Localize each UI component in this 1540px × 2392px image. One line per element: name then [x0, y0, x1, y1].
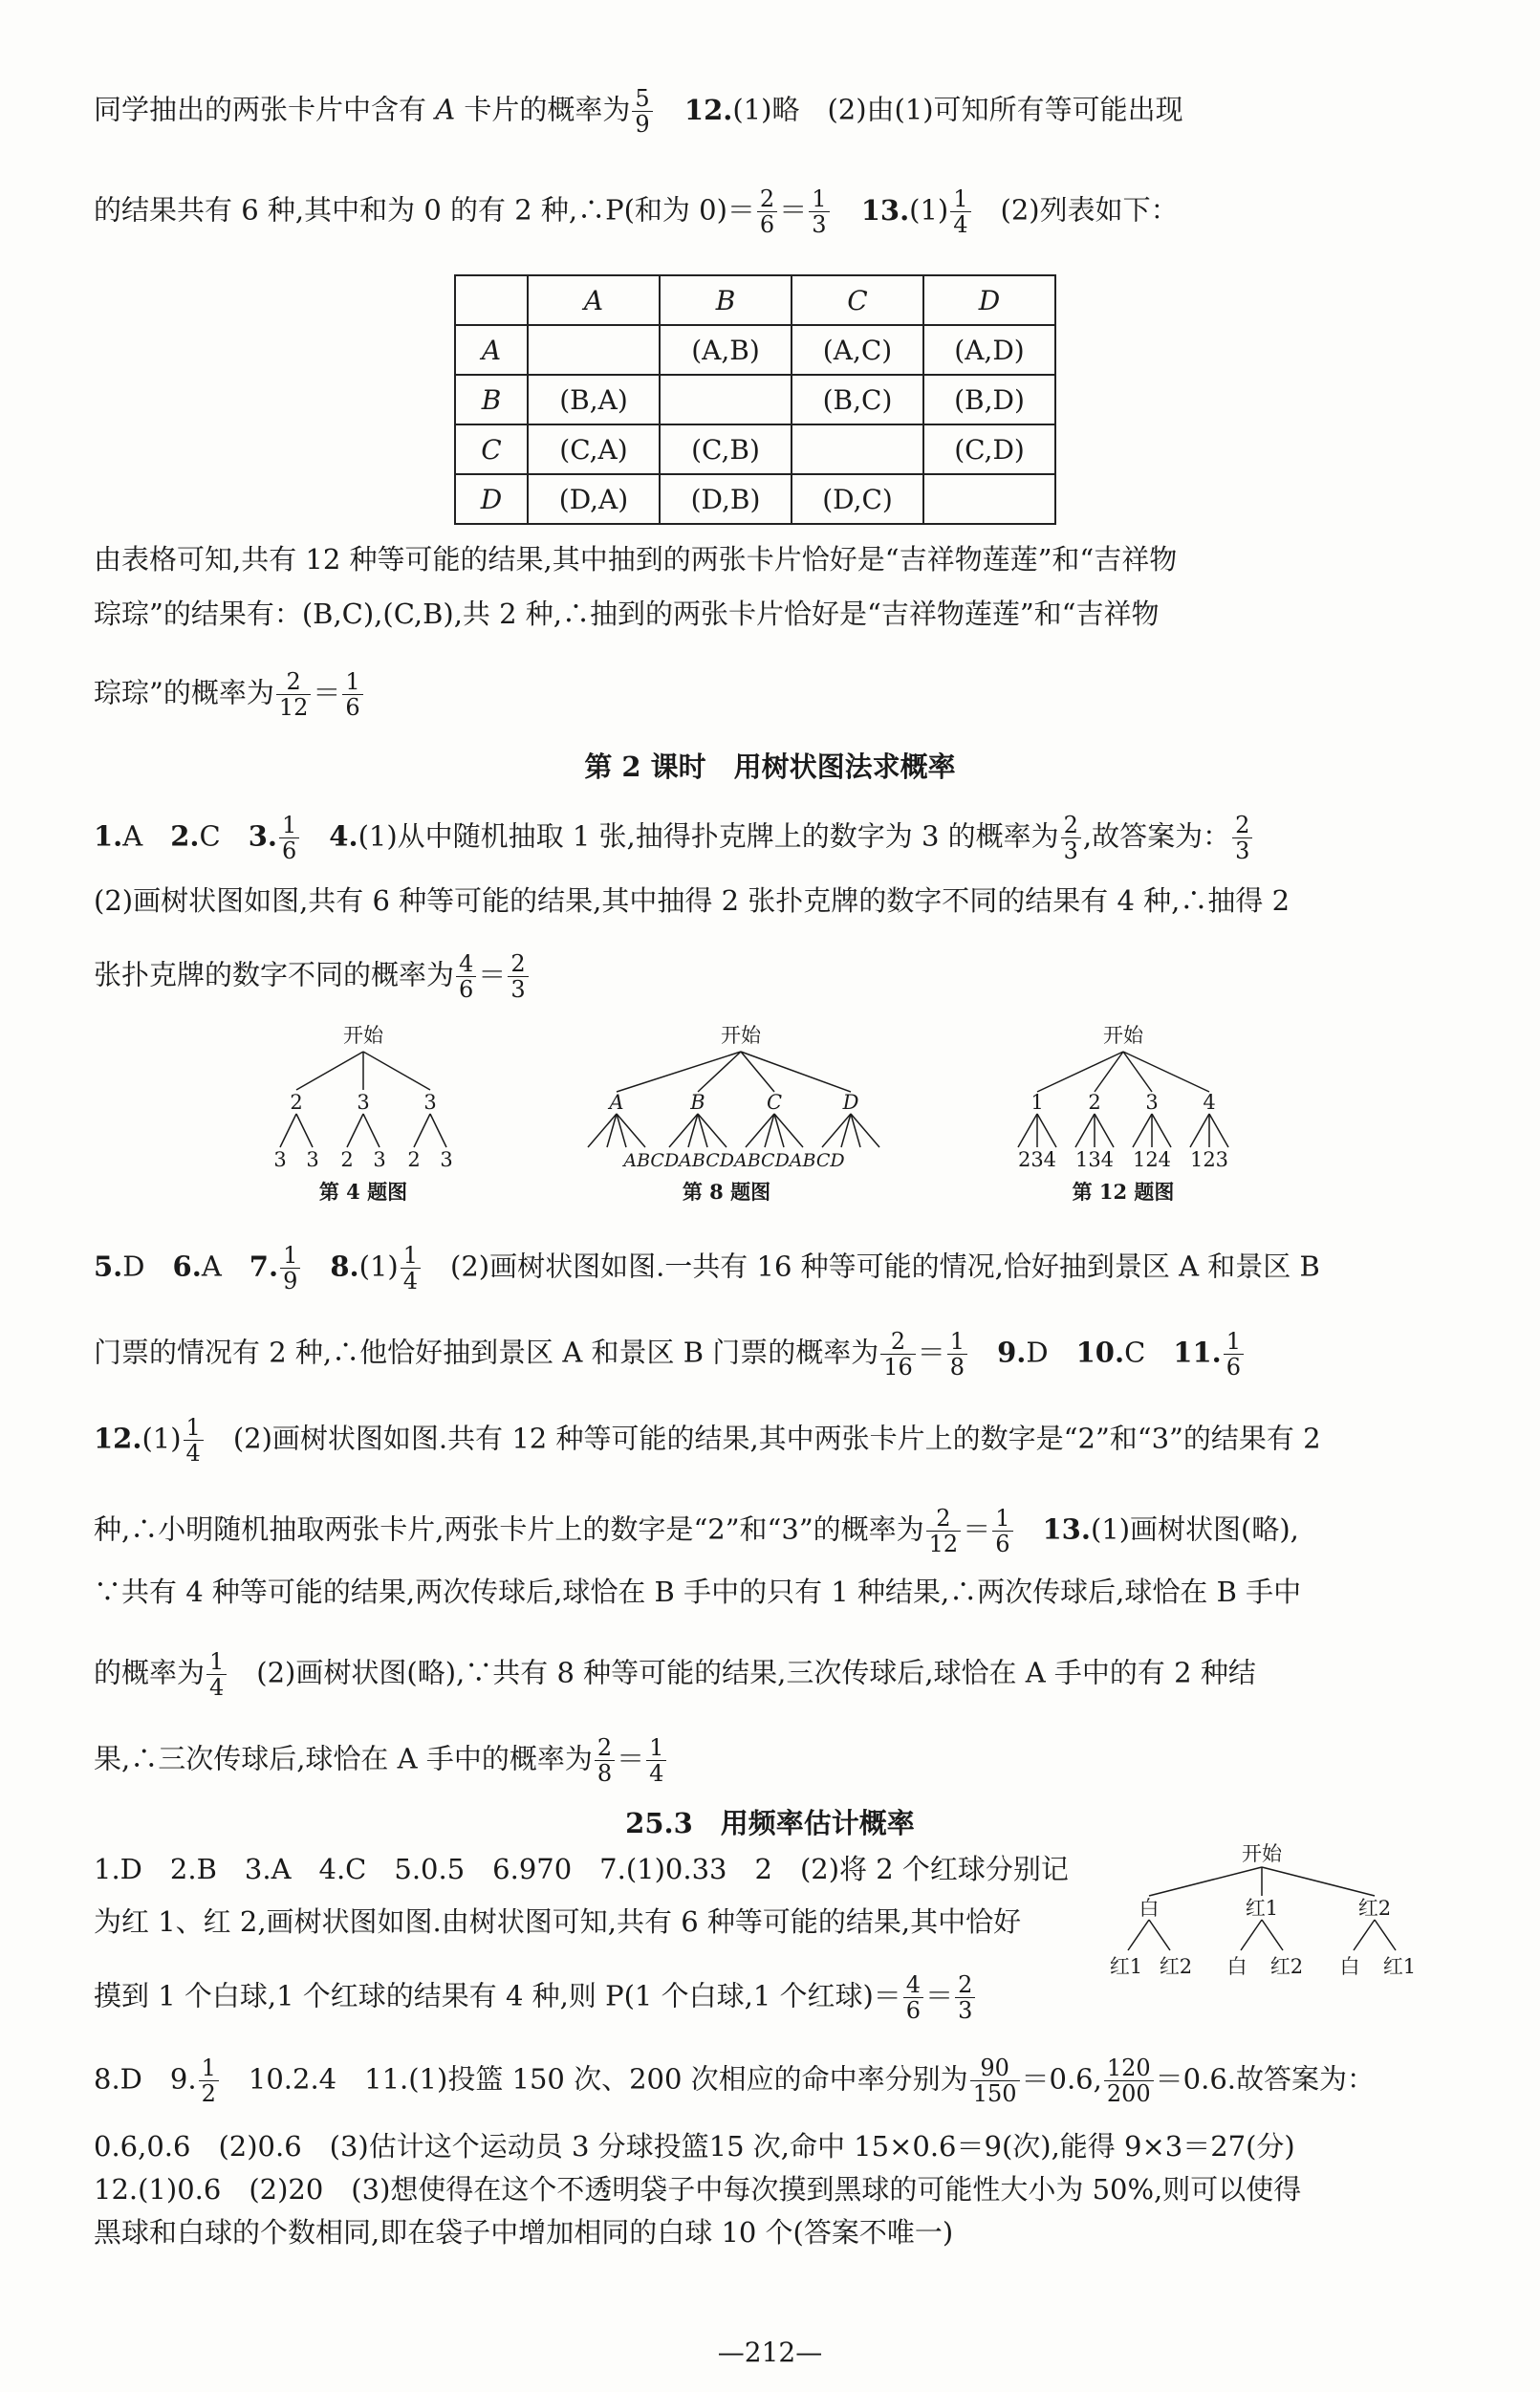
svg-text:白: 白: [1339, 1955, 1360, 1978]
table-row: A (A,B) (A,C) (A,D): [455, 325, 1055, 375]
svg-text:ABCDABCDABCDABCD: ABCDABCDABCDABCD: [623, 1150, 845, 1171]
svg-text:124: 124: [1132, 1148, 1172, 1171]
text-line: 5.D 6.A 7. $\frac{1}{9}$ 8.(1) $\frac{1}{4}$ (2)画树状图如图.一共有 16 种等可能的情况,恰好抽到景区 A 和景区 B: [94, 1242, 1320, 1294]
svg-text:4: 4: [1203, 1091, 1216, 1114]
svg-text:234: 234: [1017, 1148, 1057, 1171]
svg-text:3: 3: [440, 1148, 453, 1171]
svg-text:开始: 开始: [721, 1024, 761, 1047]
text-line: 12.(1) $\frac{1}{4}$ (2)画树状图如图.共有 12 种等可能的结果,其中两张卡片上的数字是“2”和“3”的结果有 2: [94, 1414, 1321, 1467]
svg-text:开始: 开始: [1242, 1843, 1282, 1865]
text-line: 的概率为 $\frac{1}{4}$ (2)画树状图(略),∵共有 8 种等可能的结果,三次传球后,球恰在 A 手中的有 2 种结: [94, 1648, 1256, 1701]
text-line: 1.D 2.B 3.A 4.C 5.0.5 6.970 7.(1)0.33 2 (2)将 2 个红球分别记: [94, 1853, 1069, 1885]
outcome-table: A B C D A (A,B) (A,C) (A,D) B (B,A) (B,C) (B,D) C (C,A) (C,B) (C,D) D (D,A) (D,B) (D,C): [454, 274, 1056, 525]
svg-text:A: A: [609, 1091, 624, 1114]
text-line: 12.(1)0.6 (2)20 (3)想使得在这个不透明袋子中每次摸到黑球的可能性大小为 50%,则可以使得: [94, 2173, 1302, 2206]
text-line: 果,∴三次传球后,球恰在 A 手中的概率为 $\frac{2}{8}$ ＝ $\frac{1}{4}$: [94, 1735, 1483, 1786]
page-number: —212—: [717, 2337, 823, 2368]
svg-text:3: 3: [306, 1148, 319, 1171]
text-line: 0.6,0.6 (2)0.6 (3)估计这个运动员 3 分球投篮15 次,命中 15×0.6＝9(次),能得 9×3＝27(分): [94, 2130, 1295, 2163]
svg-text:3: 3: [273, 1148, 287, 1171]
text-line: 同学抽出的两张卡片中含有 A 卡片的概率为 $\frac{5}{9}$ 12.(1)略 (2)由(1)可知所有等可能出现: [94, 85, 1183, 138]
figure-caption: 第 12 题图: [1072, 1180, 1175, 1204]
fraction: $\frac{5}{9}$: [632, 86, 652, 137]
svg-text:红1: 红1: [1109, 1955, 1143, 1978]
svg-text:C: C: [766, 1091, 783, 1114]
text-line: 1.A 2.C 3. $\frac{1}{6}$ 4.(1)从中随机抽取 1 张,抽得扑克牌上的数字为 3 的概率为 $\frac{2}{3}$ ,故答案为： $\frac{2}{3}$: [94, 813, 1483, 863]
svg-text:1: 1: [1030, 1091, 1044, 1114]
svg-text:3: 3: [357, 1091, 370, 1114]
table-row: D (D,A) (D,B) (D,C): [455, 474, 1055, 524]
svg-text:2: 2: [290, 1091, 303, 1114]
text-line: (2)画树状图如图,共有 6 种等可能的结果,其中抽得 2 张扑克牌的数字不同的结果有 4 种,∴抽得 2: [94, 884, 1291, 917]
text-line: 琮琮”的概率为 $\frac{2}{12}$ ＝ $\frac{1}{6}$: [94, 669, 1483, 720]
text-line: 黑球和白球的个数相同,即在袋子中增加相同的白球 10 个(答案不唯一): [94, 2216, 954, 2249]
tree-root: 开始: [343, 1024, 383, 1047]
figure-caption: 第 4 题图: [318, 1180, 408, 1204]
text-line: 摸到 1 个白球,1 个红球的结果有 4 种,则 P(1 个白球,1 个红球)＝ $\frac{4}{6}$ ＝ $\frac{2}{3}$: [94, 1972, 1119, 2023]
svg-text:2: 2: [407, 1148, 421, 1171]
svg-text:白: 白: [1226, 1955, 1247, 1978]
text-line: 琮琮”的结果有：(B,C),(C,B),共 2 种,∴抽到的两张卡片恰好是“吉祥物莲莲”和“吉祥物: [94, 598, 1160, 630]
svg-text:3: 3: [373, 1148, 386, 1171]
svg-text:开始: 开始: [1103, 1024, 1143, 1047]
tree-diagrams: [0, 1013, 1540, 1214]
svg-text:D: D: [842, 1091, 859, 1114]
table-row: B (B,A) (B,C) (B,D): [455, 375, 1055, 424]
svg-text:红2: 红2: [1159, 1955, 1193, 1978]
svg-text:红1: 红1: [1245, 1897, 1279, 1920]
svg-text:2: 2: [340, 1148, 354, 1171]
text-line: 由表格可知,共有 12 种等可能的结果,其中抽到的两张卡片恰好是“吉祥物莲莲”和“吉祥物: [94, 543, 1178, 576]
section-heading: 25.3 用频率估计概率: [625, 1807, 915, 1839]
text-line: 张扑克牌的数字不同的概率为 $\frac{4}{6}$ ＝ $\frac{2}{3}$: [94, 951, 1483, 1002]
figure-caption: 第 8 题图: [682, 1180, 771, 1204]
table-row: C (C,A) (C,B) (C,D): [455, 424, 1055, 474]
svg-text:红2: 红2: [1357, 1897, 1392, 1920]
svg-text:B: B: [690, 1091, 705, 1114]
section-heading: 第 2 课时 用树状图法求概率: [584, 750, 956, 783]
text-line: ∵共有 4 种等可能的结果,两次传球后,球恰在 B 手中的只有 1 种结果,∴两次传球后,球恰在 B 手中: [94, 1576, 1302, 1608]
text-line: 种,∴小明随机抽取两张卡片,两张卡片上的数字是“2”和“3”的概率为 $\frac{2}{12}$ ＝ $\frac{1}{6}$ 13.(1)画树状图(略),: [94, 1505, 1299, 1557]
svg-text:134: 134: [1074, 1148, 1115, 1171]
svg-text:3: 3: [1145, 1091, 1159, 1114]
text-line: 门票的情况有 2 种,∴他恰好抽到景区 A 和景区 B 门票的概率为 $\frac{2}{16}$ ＝ $\frac{1}{8}$ 9.D 10.C 11. $\frac{1}{6}$: [94, 1329, 1483, 1380]
svg-text:红1: 红1: [1382, 1955, 1417, 1978]
text-line: 为红 1、红 2,画树状图如图.由树状图可知,共有 6 种等可能的结果,其中恰好: [94, 1905, 1022, 1938]
svg-text:123: 123: [1189, 1148, 1229, 1171]
svg-text:3: 3: [423, 1091, 437, 1114]
svg-text:红2: 红2: [1269, 1955, 1304, 1978]
ball-tree-diagram: [1099, 1843, 1424, 2006]
text-line: 的结果共有 6 种,其中和为 0 的有 2 种,∴P(和为 0)＝ $\frac{2}{6}$ ＝ $\frac{1}{3}$ 13.(1) $\frac{1}{4}$ (2)列表如下：: [94, 185, 1179, 238]
svg-text:白: 白: [1139, 1897, 1160, 1920]
text-line: 8.D 9. $\frac{1}{2}$ 10.2.4 11.(1)投篮 150 次、200 次相应的命中率分别为 $\frac{90}{150}$ ＝0.6, $\frac{120}{200}$ ＝0.6.故答案为：: [94, 2055, 1375, 2107]
svg-text:2: 2: [1088, 1091, 1101, 1114]
